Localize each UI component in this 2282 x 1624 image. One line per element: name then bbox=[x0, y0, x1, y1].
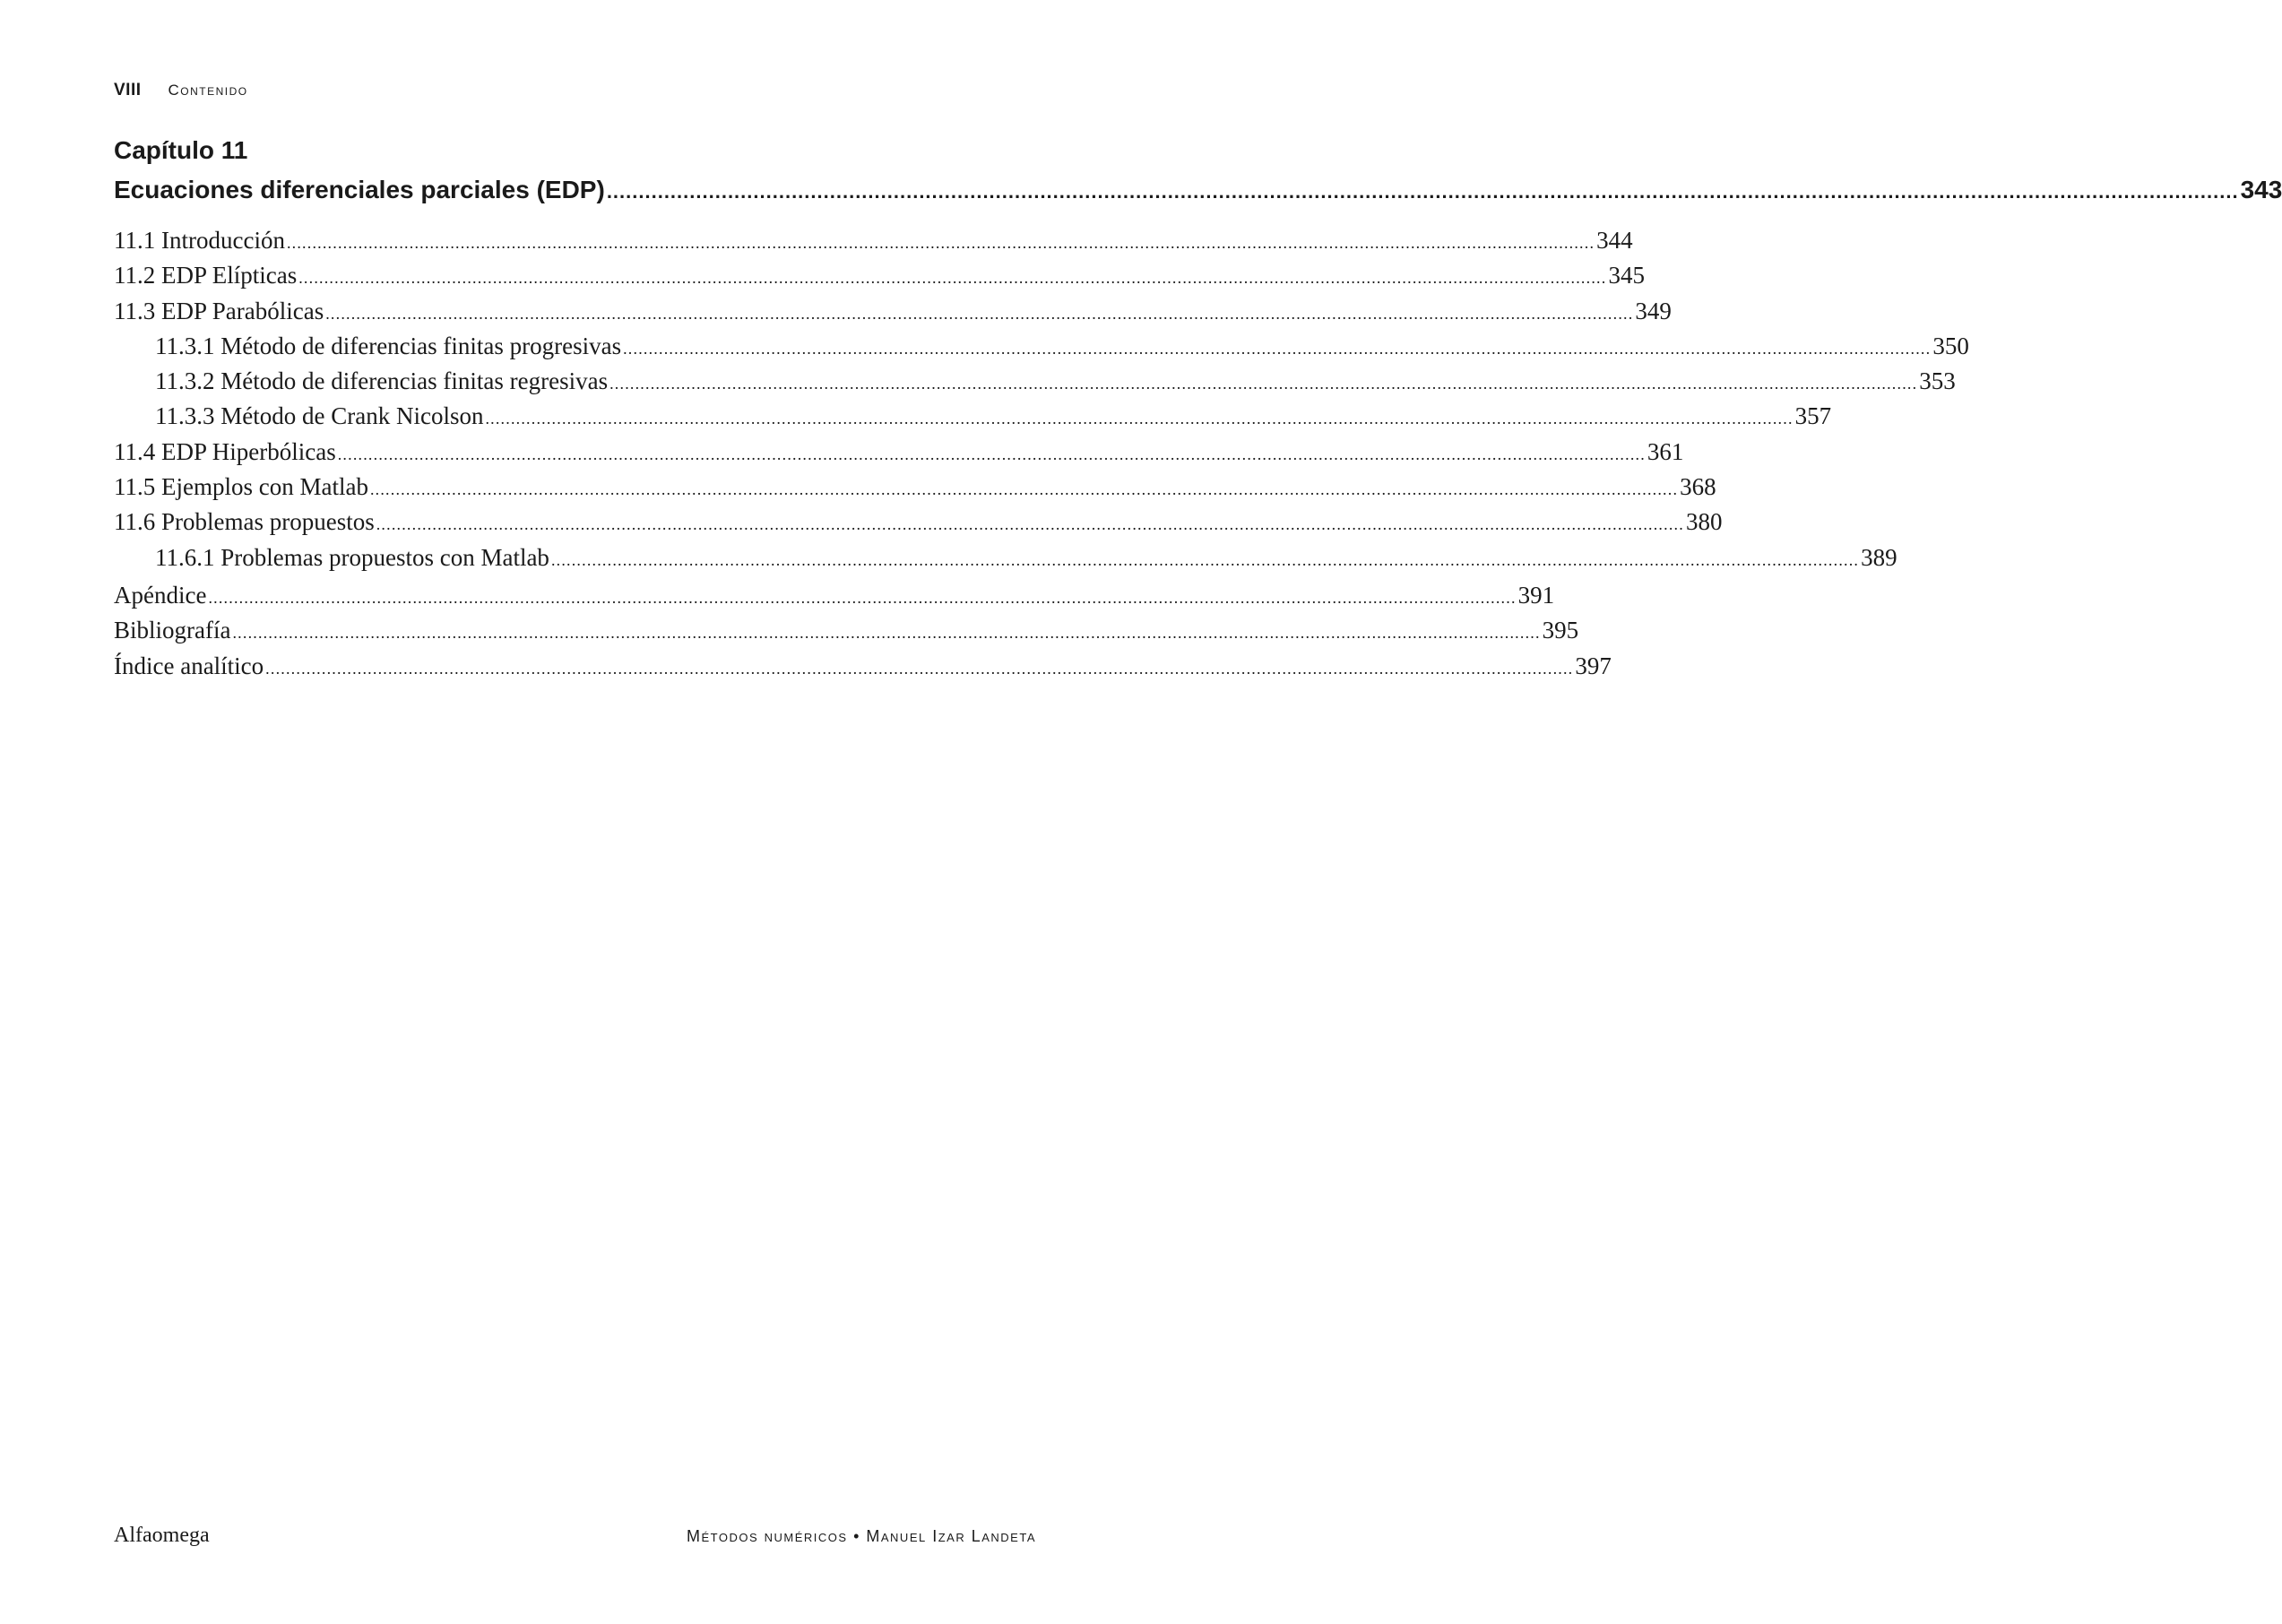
dot-leader bbox=[338, 436, 1646, 471]
back-matter-label: Apéndice bbox=[114, 582, 207, 609]
back-matter-entry[interactable] bbox=[114, 579, 1555, 614]
toc-entry-label: 11.3.2 Método de diferencias finitas regresivas bbox=[155, 367, 609, 395]
toc-entry-label: 11.1 Introducción bbox=[114, 227, 285, 254]
dot-leader bbox=[551, 541, 1859, 576]
toc-entry-page: 380 bbox=[1685, 508, 1723, 536]
dot-leader bbox=[265, 650, 1573, 685]
dot-leader bbox=[208, 579, 1516, 614]
toc-entry-label: 11.3.3 Método de Crank Nicolson bbox=[155, 402, 484, 430]
back-matter-page: 391 bbox=[1517, 582, 1555, 609]
chapter-page-number: 343 bbox=[2240, 176, 2282, 203]
chapter-title: Ecuaciones diferenciales parciales (EDP) bbox=[114, 176, 605, 203]
toc-subentry[interactable] bbox=[114, 330, 1969, 365]
dot-leader bbox=[325, 295, 1633, 330]
dot-leader bbox=[623, 330, 1931, 365]
toc-entry[interactable] bbox=[114, 224, 1633, 259]
dot-leader bbox=[298, 259, 1606, 294]
toc-entry-page: 368 bbox=[1680, 473, 1716, 501]
toc-entry-label: 11.2 EDP Elípticas bbox=[114, 262, 298, 289]
dot-leader bbox=[609, 365, 1917, 400]
toc-entry[interactable] bbox=[114, 436, 1684, 471]
toc-entry-page: 350 bbox=[1932, 332, 1969, 359]
dot-leader bbox=[232, 614, 1540, 649]
dot-leader bbox=[370, 471, 1678, 505]
chapter-label: Capítulo 11 bbox=[114, 136, 248, 164]
toc-subentry[interactable] bbox=[114, 541, 1897, 576]
toc-entry-page: 389 bbox=[1861, 543, 1897, 571]
toc-entry-page: 344 bbox=[1596, 227, 1633, 254]
toc-entry[interactable] bbox=[114, 295, 1672, 330]
back-matter-list bbox=[114, 579, 1612, 685]
page-number: VIII bbox=[114, 81, 142, 99]
back-matter-entry[interactable] bbox=[114, 614, 1579, 649]
chapter-title-entry[interactable] bbox=[114, 176, 2282, 204]
back-matter-page: 395 bbox=[1542, 617, 1579, 644]
dot-leader bbox=[607, 176, 2239, 204]
back-matter-label: Índice analítico bbox=[114, 652, 264, 679]
book-title-author: Métodos numéricos • Manuel Izar Landeta bbox=[686, 1527, 1036, 1545]
dot-leader bbox=[485, 400, 1793, 435]
back-matter-entry[interactable] bbox=[114, 650, 1612, 685]
toc-entry[interactable] bbox=[114, 505, 1723, 540]
toc-subentry[interactable] bbox=[114, 400, 1832, 435]
toc-entry-label: 11.3 EDP Parabólicas bbox=[114, 297, 324, 324]
running-section-title: Contenido bbox=[168, 82, 248, 99]
publisher-name: Alfaomega bbox=[114, 1524, 210, 1547]
back-matter-page: 397 bbox=[1575, 652, 1612, 679]
toc-entry-label: 11.3.1 Método de diferencias finitas progresivas bbox=[155, 332, 622, 359]
toc-subentry[interactable] bbox=[114, 365, 1956, 400]
toc-entry-page: 361 bbox=[1647, 437, 1684, 465]
toc-entry-page: 353 bbox=[1919, 367, 1956, 395]
toc-entry-label: 11.5 Ejemplos con Matlab bbox=[114, 473, 368, 501]
table-of-contents bbox=[114, 224, 1969, 576]
toc-entry-label: 11.4 EDP Hiperbólicas bbox=[114, 437, 336, 465]
toc-entry-page: 349 bbox=[1635, 297, 1672, 324]
page-footer bbox=[114, 1524, 1036, 1548]
running-header bbox=[114, 81, 248, 100]
toc-entry-page: 357 bbox=[1794, 402, 1832, 430]
toc-entry[interactable] bbox=[114, 259, 1645, 294]
toc-entry-label: 11.6 Problemas propuestos bbox=[114, 508, 375, 536]
toc-entry[interactable] bbox=[114, 471, 1716, 505]
back-matter-label: Bibliografía bbox=[114, 617, 231, 644]
toc-entry-page: 345 bbox=[1608, 262, 1645, 289]
dot-leader bbox=[376, 505, 1684, 540]
dot-leader bbox=[287, 224, 1595, 259]
toc-entry-label: 11.6.1 Problemas propuestos con Matlab bbox=[155, 543, 549, 571]
